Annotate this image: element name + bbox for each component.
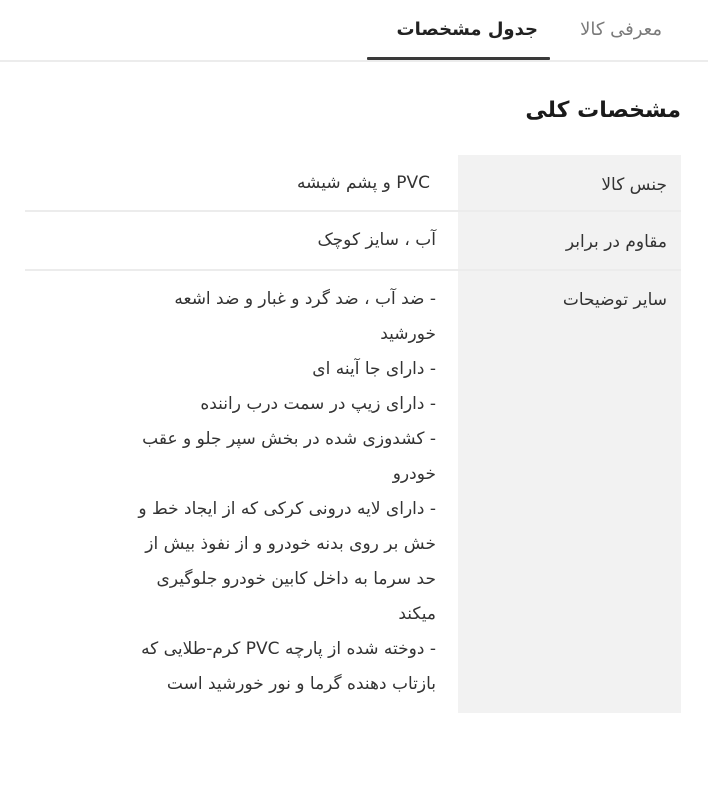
spec-value bbox=[25, 271, 458, 713]
active-tab-indicator bbox=[367, 57, 550, 60]
spec-label: مقاوم در برابر bbox=[458, 212, 681, 269]
spec-value-line: حد سرما به داخل کابین خودرو جلوگیری bbox=[156, 569, 436, 589]
tab-product-intro[interactable]: معرفی کالا bbox=[580, 19, 662, 40]
spec-value bbox=[25, 155, 458, 210]
spec-value-line: خورشید bbox=[380, 324, 436, 344]
spec-value-line: - دارای جا آینه ای bbox=[312, 359, 436, 379]
spec-value bbox=[25, 212, 458, 269]
spec-value-line: خش بر روی بدنه خودرو و از نفوذ بیش از bbox=[145, 534, 436, 554]
spec-value-line: - کشدوزی شده در بخش سپر جلو و عقب bbox=[142, 429, 436, 449]
spec-value-line: PVC و پشم شیشه bbox=[296, 173, 430, 193]
spec-value-line: - دارای زیپ در سمت درب راننده bbox=[200, 394, 436, 414]
spec-value-line: آب ، سایز کوچک bbox=[317, 230, 436, 250]
tab-spec-table[interactable]: جدول مشخصات bbox=[396, 19, 538, 40]
section-title: مشخصات کلی bbox=[525, 98, 681, 123]
spec-label: جنس کالا bbox=[458, 155, 681, 210]
spec-row-other-details bbox=[25, 271, 681, 713]
spec-value-line: خودرو bbox=[392, 464, 436, 484]
tab-bar bbox=[0, 0, 708, 62]
spec-value-line: - دارای لایه درونی کرکی که از ایجاد خط و bbox=[138, 499, 436, 519]
spec-label: سایر توضیحات bbox=[458, 271, 681, 713]
spec-row-material bbox=[25, 155, 681, 212]
spec-value-line: - ضد آب ، ضد گرد و غبار و ضد اشعه bbox=[174, 289, 436, 309]
spec-value-line: میکند bbox=[398, 604, 436, 624]
spec-value-line: بازتاب دهنده گرما و نور خورشید است bbox=[166, 674, 436, 694]
spec-table bbox=[25, 155, 681, 713]
spec-row-resistant-to bbox=[25, 212, 681, 271]
spec-value-line: - دوخته شده از پارچه PVC کرم-طلایی که bbox=[141, 639, 436, 659]
